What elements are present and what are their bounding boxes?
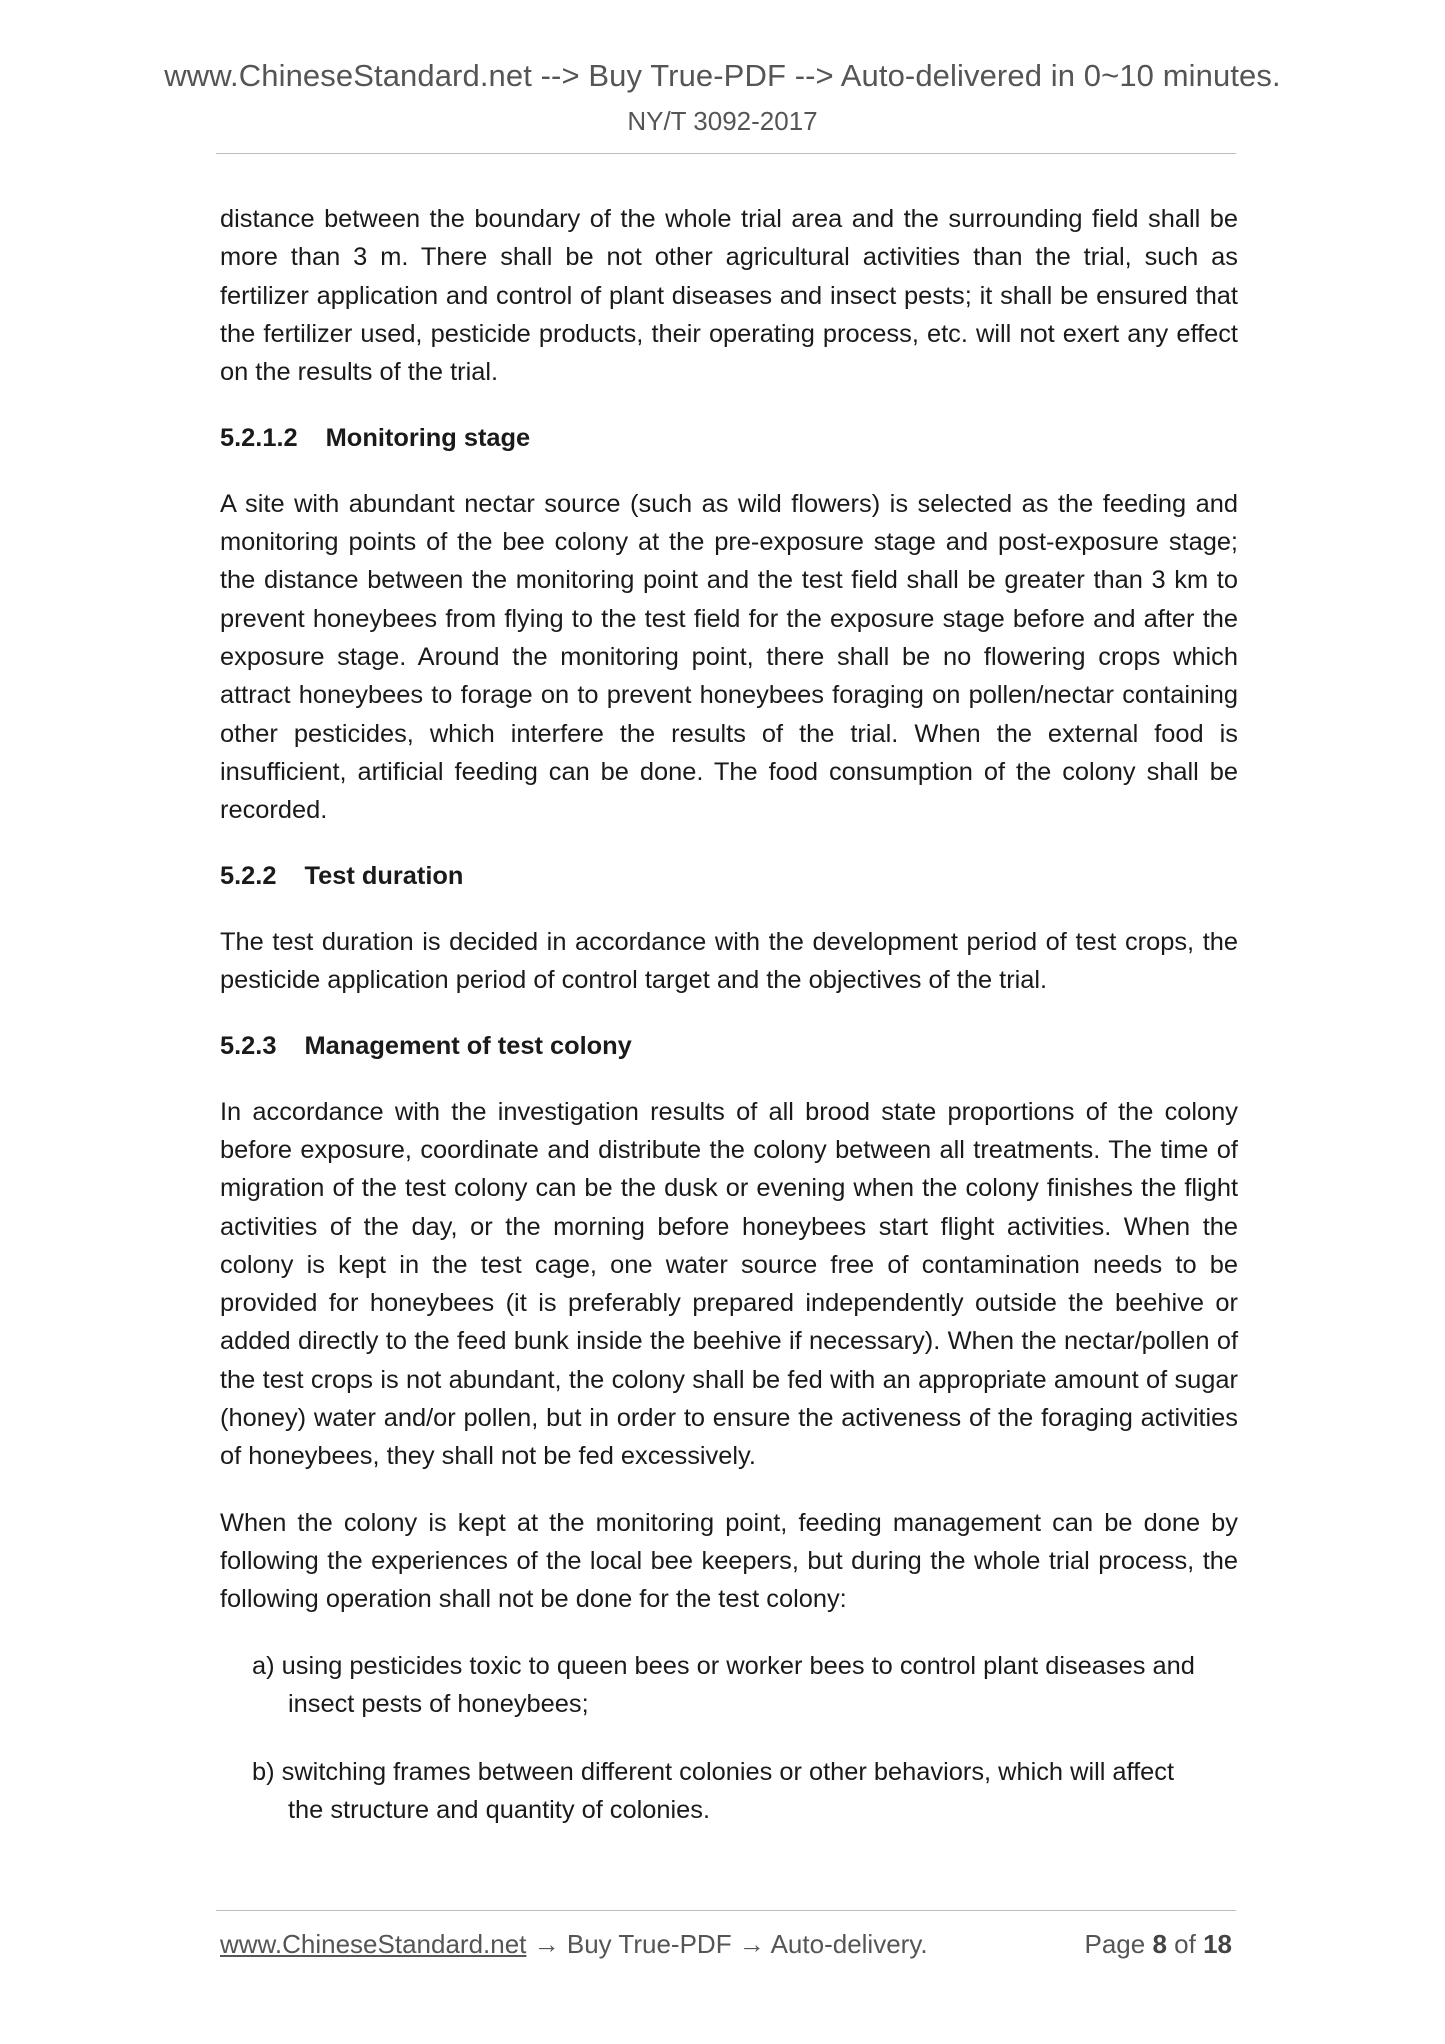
footer-divider: [216, 1910, 1236, 1911]
section-heading-5-2-2: [220, 857, 1238, 895]
header-banner: www.ChineseStandard.net --> Buy True-PDF --> Auto-delivered in 0~10 minutes.: [164, 58, 1281, 93]
paragraph-monitoring-stage: A site with abundant nectar source (such as wild flowers) is selected as the feeding and monitoring points of the bee colony at the pre-exposure stage and post-exposure stage; the distance between the monitoring point and the test field shall be greater than 3 km to prevent honeybees from flying to the test field for the exposure stage before and after the exposure stage. Around the monitoring point, there shall be no flowering crops which attract honeybees to forage on to prevent honeybees foraging on pollen/nectar containing other pesticides, which interfere the results of the trial. When the external food is insufficient, artificial feeding can be done. The food consumption of the colony shall be recorded.: [220, 489, 1238, 825]
paragraph-trial-area: distance between the boundary of the whole trial area and the surrounding field shall be more than 3 m. There shall be not other agricultural activities than the trial, such as fertilizer application and control of plant diseases and insect pests; it shall be ensured that the fertilizer used, pesticide products, their operating process, etc. will not exert any effect on the results of the trial.: [220, 205, 1238, 387]
list-text-line1: using pesticides toxic to queen bees or worker bees to control plant diseases and: [281, 1651, 1195, 1680]
section-number: 5.2.1.2: [220, 424, 298, 453]
list-text-line1: switching frames between different colonies or other behaviors, which will affect: [281, 1758, 1175, 1787]
page-content: [220, 200, 1238, 1860]
page-indicator: [1084, 1929, 1232, 1960]
footer-tagline: → Buy True-PDF → Auto-delivery.: [533, 1929, 928, 1959]
footer-site-link[interactable]: www.ChineseStandard.net: [220, 1929, 527, 1959]
footer-left: [220, 1929, 928, 1960]
section-title: Management of test colony: [304, 1032, 632, 1061]
section-number: 5.2.3: [220, 1032, 277, 1061]
document-number: NY/T 3092-2017: [627, 106, 818, 136]
paragraph-colony-management: In accordance with the investigation results of all brood state proportions of the colony before exposure, coordinate and distribute the colony between all treatments. The time of migration of the test colony can be the dusk or evening when the colony finishes the flight activities of the day, or the morning before honeybees start flight activities. When the colony is kept in the test cage, one water source free of contamination needs to be provided for honeybees (it is preferably prepared independently outside the beehive or added directly to the feed bunk inside the beehive if necessary). When the nectar/pollen of the test crops is not abundant, the colony shall be fed with an appropriate amount of sugar (honey) water and/or pollen, but in order to ensure the activeness of the foraging activities of honeybees, they shall not be fed excessively.: [220, 1097, 1238, 1471]
list-item-b: [252, 1753, 1238, 1830]
section-number: 5.2.2: [220, 862, 277, 891]
header-divider: [216, 153, 1236, 154]
page-current: 8: [1152, 1929, 1167, 1959]
list-text-line2: the structure and quantity of colonies.: [288, 1796, 711, 1825]
page-label: Page: [1084, 1929, 1146, 1959]
list-label: a): [252, 1651, 275, 1680]
page-of-label: of: [1174, 1929, 1196, 1959]
section-heading-5-2-1-2: [220, 419, 1238, 457]
list-label: b): [252, 1758, 275, 1787]
paragraph-test-duration: The test duration is decided in accordance with the development period of test crops, the pesticide application period of control target and the objectives of the trial.: [220, 927, 1238, 995]
section-title: Test duration: [304, 862, 464, 891]
paragraph-monitoring-feeding: When the colony is kept at the monitoring point, feeding management can be done by following the experiences of the local bee keepers, but during the whole trial process, the following operation shall not be done for the test colony:: [220, 1508, 1238, 1614]
section-heading-5-2-3: [220, 1027, 1238, 1065]
list-item-a: [252, 1647, 1238, 1724]
list-text-line2: insect pests of honeybees;: [288, 1689, 589, 1718]
page-total: 18: [1203, 1929, 1232, 1959]
section-title: Monitoring stage: [325, 424, 531, 453]
